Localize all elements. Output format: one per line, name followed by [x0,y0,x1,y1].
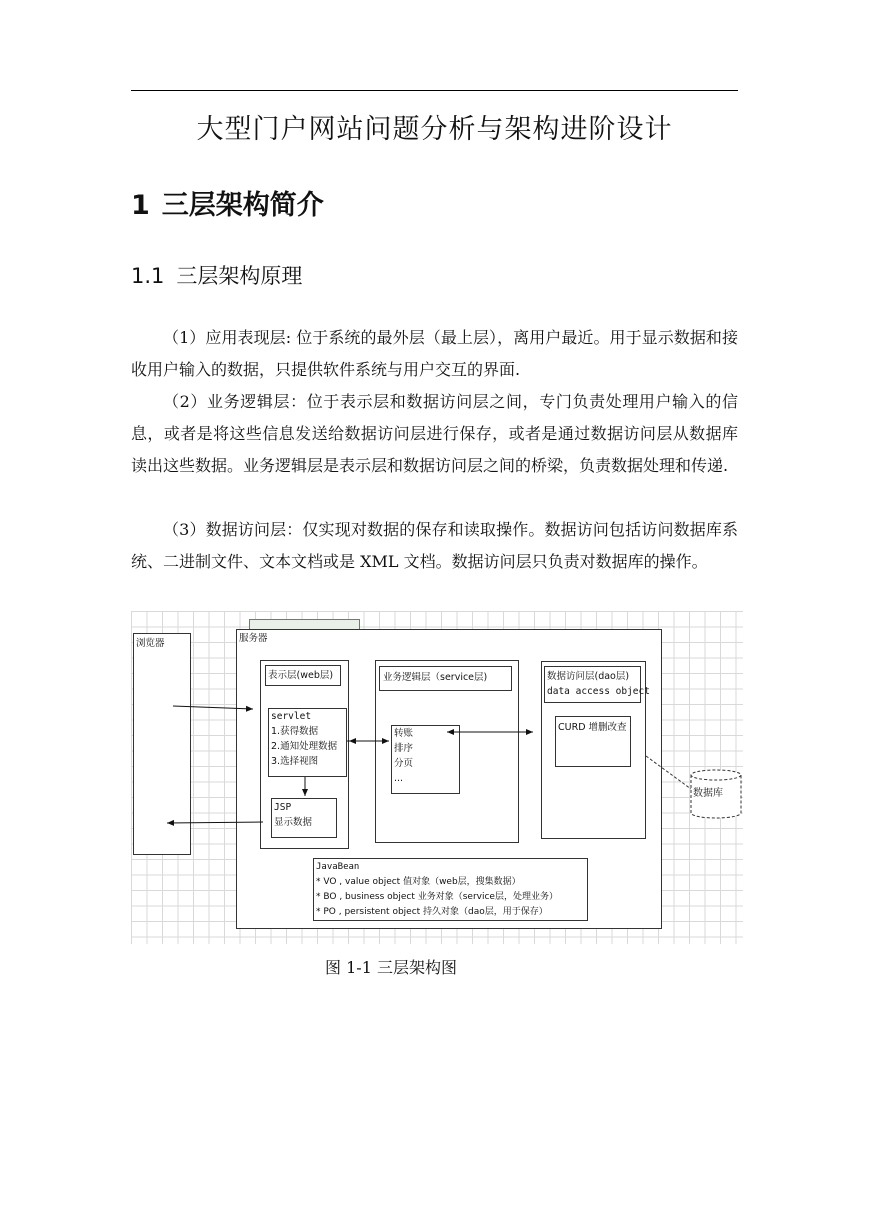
header-rule [131,90,738,91]
service-item-more: ... [394,773,404,784]
javabean-title: JavaBean [316,862,360,872]
dao-layer-subtitle: data access object [547,686,650,697]
subsection-number: 1.1 [131,264,165,288]
servlet-step-2: 2.通知处理数据 [271,741,338,752]
document-title: 大型门户网站问题分析与架构进阶设计 [196,114,673,145]
javabean-bo: * BO , business object 业务对象（service层，处理业务） [316,892,558,902]
section-title: 三层架构简介 [161,190,324,221]
server-label: 服务器 [239,633,268,644]
browser-label: 浏览器 [136,638,165,649]
three-tier-architecture-diagram [131,611,743,944]
arrow-jsp-to-browser [167,822,263,823]
arrow-browser-to-servlet [173,706,253,709]
servlet-title: servlet [271,711,312,722]
paragraph-presentation-layer: （1）应用表现层: 位于系统的最外层（最上层），离用户最近。用于显示数据和接收用户输入的数据，只提供软件系统与用户交互的界面. [131,328,738,379]
service-item-paging: 分页 [394,758,414,769]
service-layer-title: 业务逻辑层（service层) [383,672,488,683]
section-number: 1 [131,190,150,221]
database-label: 数据库 [693,788,723,799]
figure-caption: 图 1-1 三层架构图 [325,958,457,977]
jsp-title: JSP [274,802,292,813]
paragraph-business-layer: （2）业务逻辑层：位于表示层和数据访问层之间，专门负责处理用户输入的信息，或者是将这些信息发送给数据访问层进行保存，或者是通过数据访问层从数据库读出这些数据。业务逻辑层是表示层和数据访问层之间的桥梁，负责数据处理和传递. [131,392,738,475]
servlet-step-1: 1.获得数据 [271,726,319,737]
javabean-vo: * VO , value object 值对象（web层，搜集数据） [316,877,521,887]
diagram-connectors [131,611,743,944]
dao-layer-title: 数据访问层(dao层) [547,671,630,682]
section-heading [131,183,324,222]
subsection-heading [131,260,302,290]
javabean-po: * PO , persistent object 持久对象（dao层，用于保存） [316,907,548,917]
service-item-sort: 排序 [394,743,414,754]
jsp-display: 显示数据 [274,817,313,828]
service-item-transfer: 转账 [394,728,414,739]
subsection-title: 三层架构原理 [176,264,303,288]
curd-label: CURD 增删改查 [558,722,627,733]
paragraph-data-access-layer: （3）数据访问层：仅实现对数据的保存和读取操作。数据访问包括访问数据库系统、二进制文件、文本文档或是 XML 文档。数据访问层只负责对数据库的操作。 [131,520,738,571]
dao-to-database-link [646,756,691,789]
servlet-step-3: 3.选择视图 [271,756,319,767]
web-layer-title: 表示层(web层) [268,670,334,681]
